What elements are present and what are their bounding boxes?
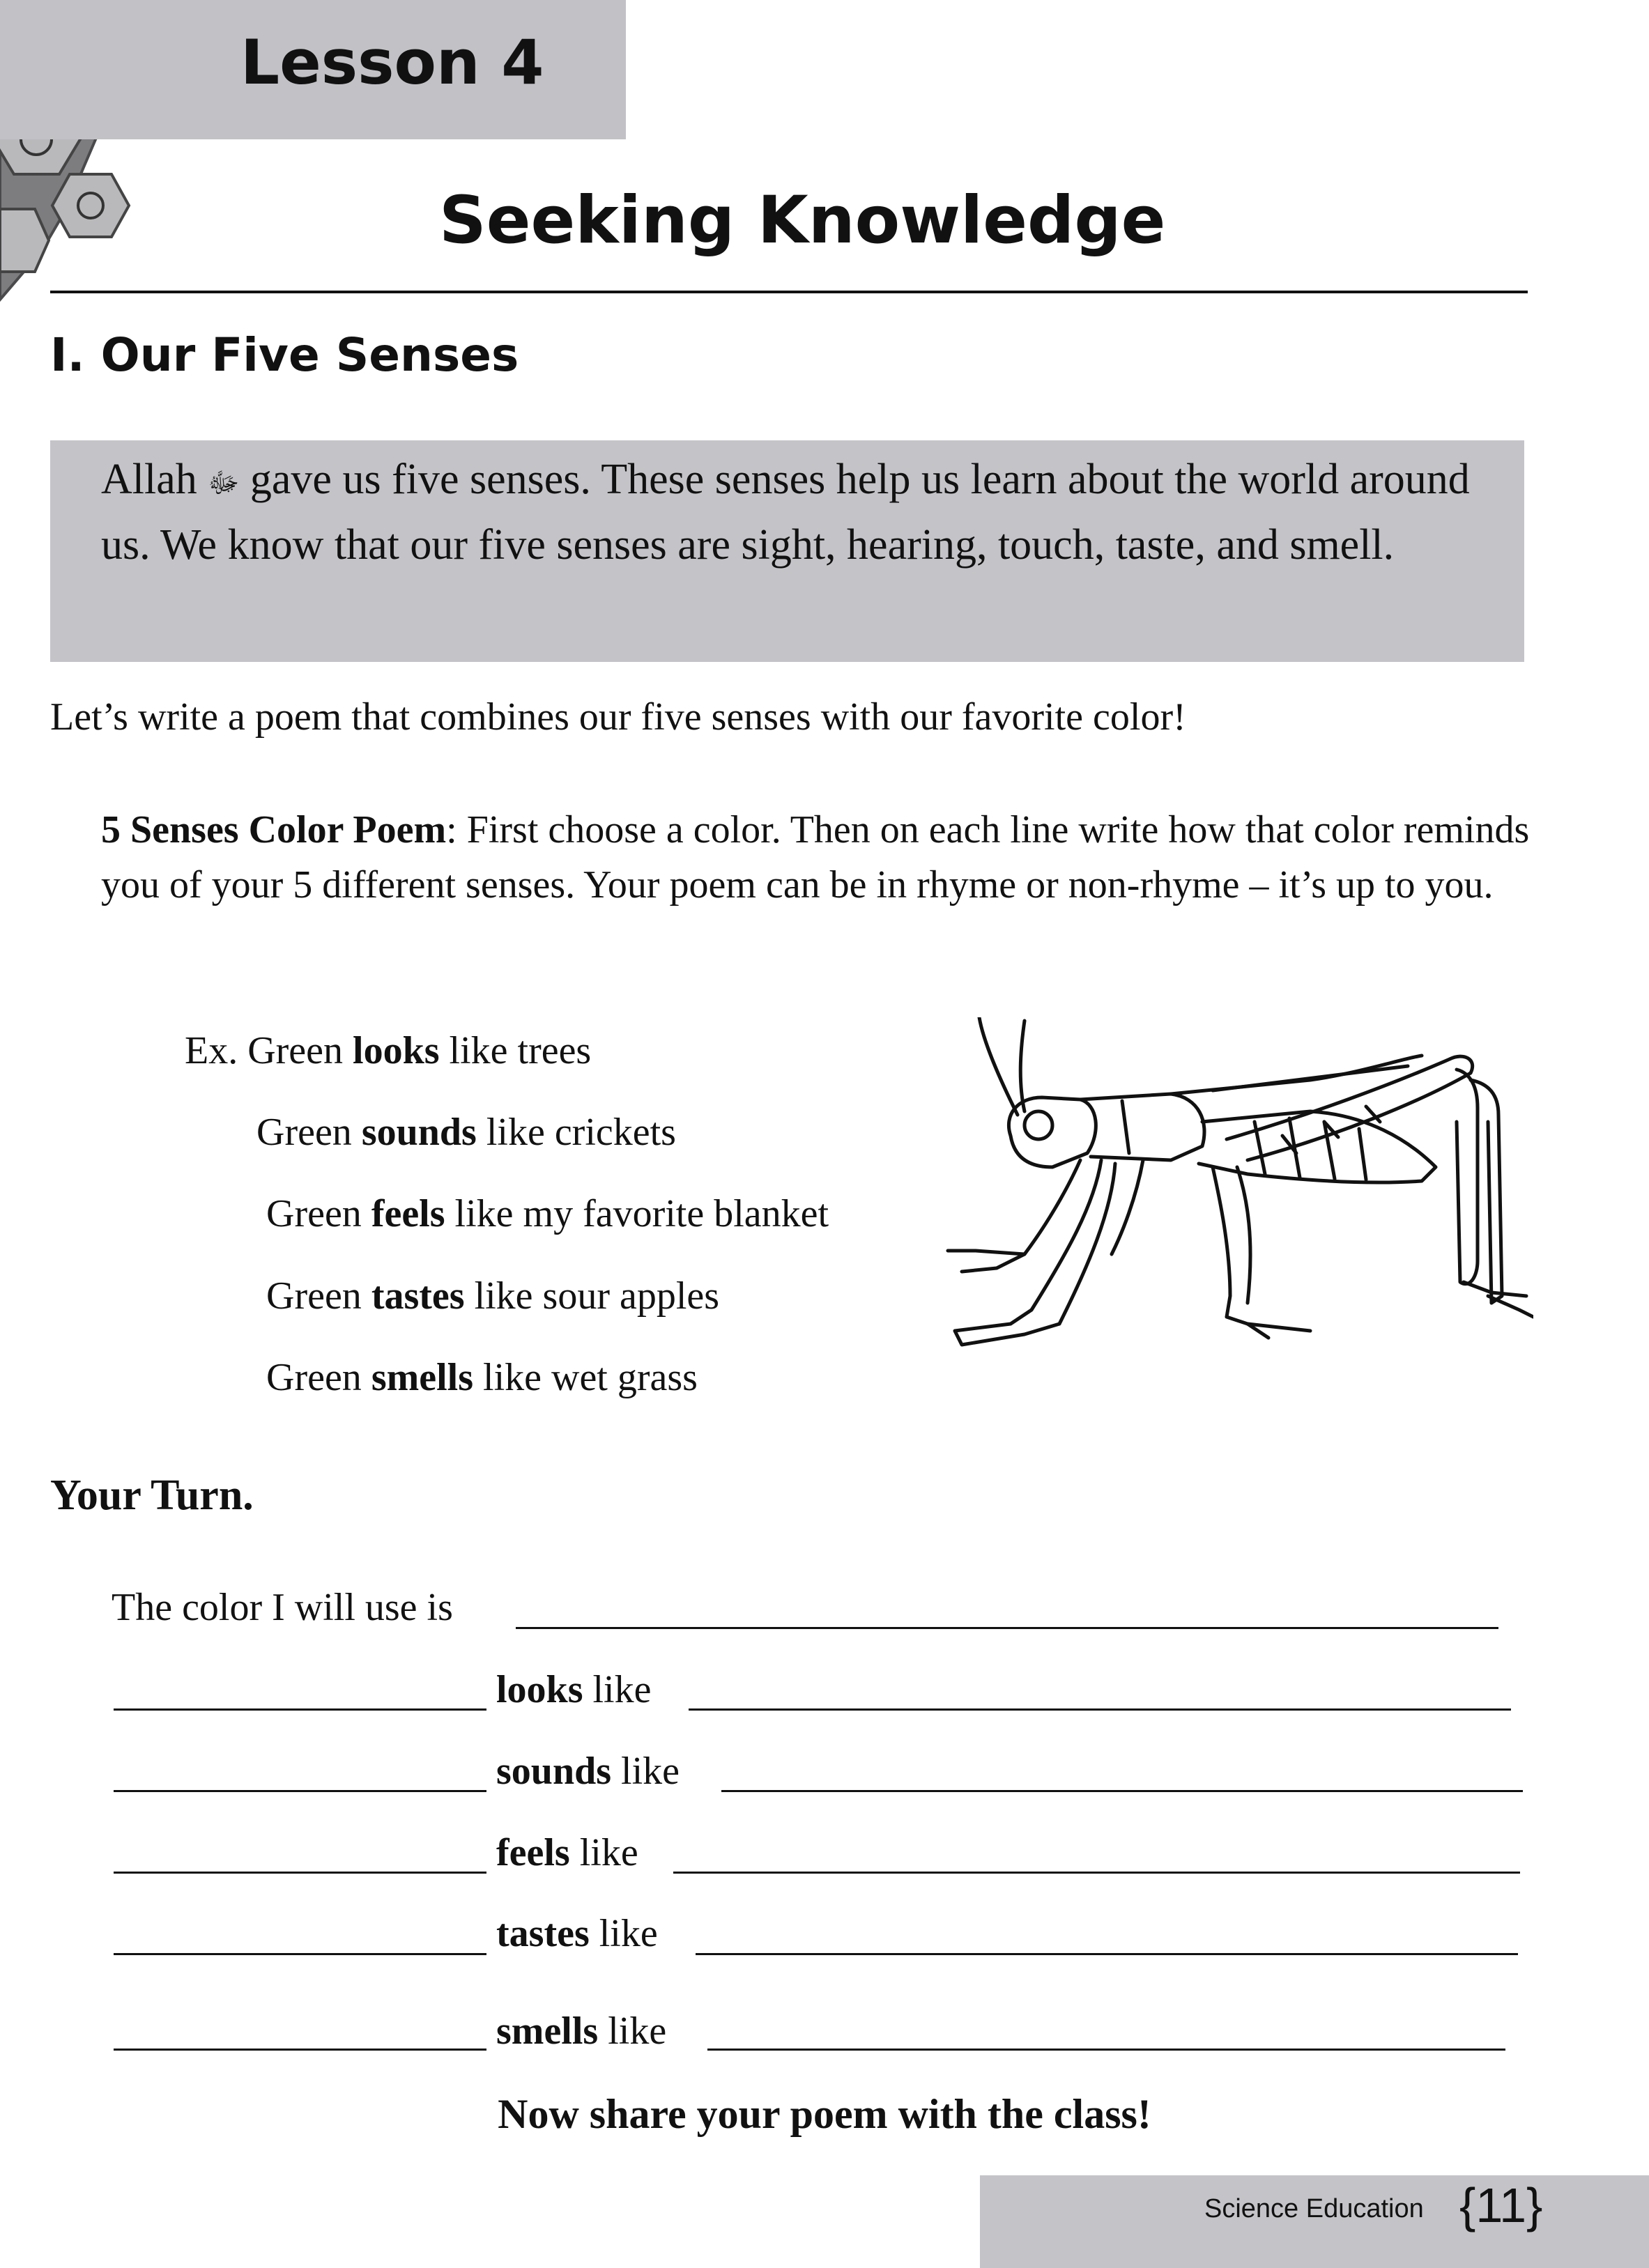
looks-answer-line[interactable] [689, 1708, 1511, 1711]
looks-label [496, 1665, 651, 1714]
intro-text [101, 449, 1502, 576]
closing-instruction: Now share your poem with the class! [498, 2091, 1151, 2137]
smells-word: smells [496, 2009, 599, 2053]
example-color: Green [266, 1192, 362, 1235]
looks-color-blank[interactable] [114, 1708, 486, 1711]
example-rest: like crickets [486, 1111, 676, 1154]
example-line-4 [266, 1272, 719, 1320]
intro-text-start: Allah [101, 456, 208, 503]
like-word: like [579, 1831, 638, 1874]
sounds-word: sounds [496, 1750, 612, 1793]
cricket-icon [920, 1017, 1533, 1380]
example-line-1 [185, 1026, 591, 1075]
poem-instructions [101, 803, 1537, 913]
example-line-3 [266, 1189, 829, 1238]
smells-label [496, 2007, 666, 2055]
example-line-2 [256, 1108, 676, 1157]
looks-word: looks [496, 1668, 583, 1711]
color-answer-line[interactable] [516, 1627, 1498, 1629]
like-word: like [608, 2009, 667, 2053]
tastes-word: tastes [496, 1912, 590, 1955]
color-prompt-label: The color I will use is [112, 1586, 453, 1629]
example-color: Green [256, 1111, 352, 1154]
sounds-color-blank[interactable] [114, 1790, 486, 1792]
tastes-answer-line[interactable] [696, 1953, 1518, 1955]
like-word: like [621, 1750, 680, 1793]
page-number: {11} [1459, 2178, 1543, 2232]
feels-word: feels [496, 1831, 570, 1874]
example-color: Green [266, 1274, 362, 1318]
section-heading: I. Our Five Senses [50, 328, 519, 382]
tastes-label [496, 1909, 658, 1958]
sounds-label [496, 1747, 680, 1796]
example-rest: like wet grass [483, 1356, 698, 1399]
example-rest: like sour apples [474, 1274, 720, 1318]
like-word: like [592, 1668, 652, 1711]
instructions-text: : First choose a color. Then on each line write how that color reminds you of your 5 different senses. Your poem can be in rhyme or non-rhyme – it’s up to you. [101, 808, 1530, 907]
example-color: Green [266, 1356, 362, 1399]
example-prefix: Ex. [185, 1029, 238, 1072]
poem-invite: Let’s write a poem that combines our five senses with our favorite color! [50, 695, 1186, 739]
your-turn-heading: Your Turn. [50, 1472, 254, 1519]
example-sense: feels [371, 1192, 445, 1235]
intro-text-rest: gave us five senses. These senses help us learn about the world around us. We know that our five senses are sight, hearing, touch, taste, and smell. [101, 456, 1470, 569]
example-sense: looks [353, 1029, 440, 1072]
instructions-lead: 5 Senses Color Poem [101, 808, 447, 851]
feels-label [496, 1828, 638, 1877]
smells-color-blank[interactable] [114, 2049, 486, 2051]
tastes-color-blank[interactable] [114, 1953, 486, 1955]
sounds-answer-line[interactable] [721, 1790, 1523, 1792]
title-divider [50, 291, 1528, 293]
feels-color-blank[interactable] [114, 1872, 486, 1874]
lesson-label: Lesson 4 [240, 26, 544, 98]
example-rest: like trees [449, 1029, 592, 1072]
example-sense: smells [371, 1356, 474, 1399]
honorific-glyph: ﷻ [208, 467, 240, 500]
example-line-5 [266, 1353, 698, 1402]
feels-answer-line[interactable] [673, 1872, 1520, 1874]
example-rest: like my favorite blanket [454, 1192, 829, 1235]
like-word: like [599, 1912, 658, 1955]
example-color: Green [247, 1029, 344, 1072]
smells-answer-line[interactable] [707, 2049, 1505, 2051]
example-sense: tastes [371, 1274, 465, 1318]
footer-label: Science Education [1204, 2194, 1424, 2223]
page-title: Seeking Knowledge [439, 183, 1166, 259]
example-sense: sounds [361, 1111, 477, 1154]
